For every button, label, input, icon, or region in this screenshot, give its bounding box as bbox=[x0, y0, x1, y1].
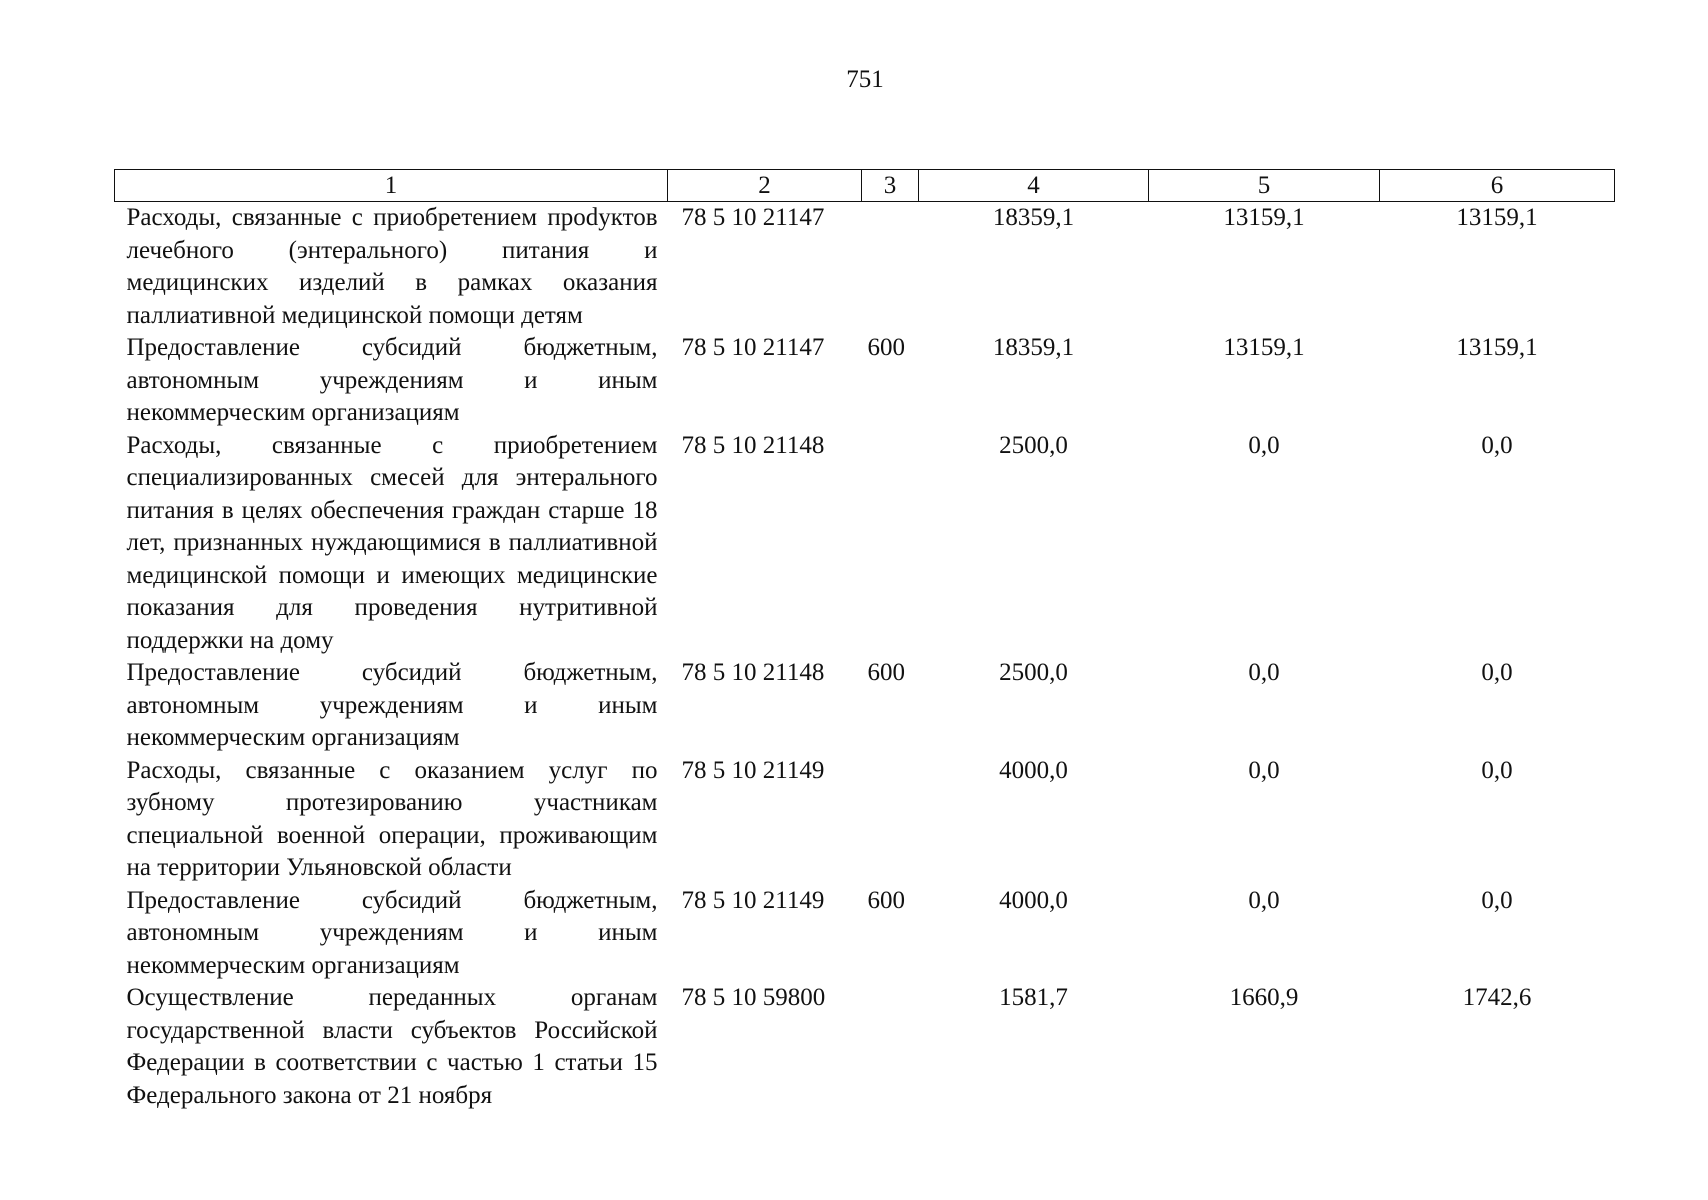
table-header-row bbox=[115, 170, 1615, 202]
row-code: 78 5 10 21149 bbox=[681, 886, 825, 914]
row-vr bbox=[862, 982, 919, 1116]
header-col-4: 4 bbox=[919, 170, 1149, 202]
row-value-4: 4000,0 bbox=[999, 756, 1068, 784]
row-name: Осуществление переданных органам государственной власти субъектов Российской Федерации в соответствии с частью 1 статьи 15 Федерального закона от 21 ноября bbox=[126, 984, 658, 1109]
row-name: Предоставление субсидий бюджетным, автономным учреждениям и иным некоммерческим организациям bbox=[126, 886, 658, 979]
row-value-5: 0,0 bbox=[1248, 431, 1280, 459]
row-vr: 600 bbox=[867, 886, 905, 914]
table-row bbox=[115, 885, 1615, 983]
header-col-2: 2 bbox=[668, 170, 862, 202]
row-value-6: 0,0 bbox=[1481, 756, 1513, 784]
table-row bbox=[115, 332, 1615, 430]
row-code: 78 5 10 21148 bbox=[681, 659, 825, 686]
row-value-5: 0,0 bbox=[1248, 886, 1280, 914]
table-row bbox=[115, 430, 1615, 658]
row-value-6: 13159,1 bbox=[1456, 204, 1538, 231]
row-value-4: 18359,1 bbox=[992, 204, 1075, 231]
row-name: Расходы, связанные с приобретением специализированных смесей для энтерального питания в целях обеспечения граждан старше 18 лет, признанных нуждающимися в паллиативной медицинской помощи и имеющих медицинские показания для проведения нутритивной поддержки на дому bbox=[126, 431, 658, 654]
header-col-5: 5 bbox=[1149, 170, 1380, 202]
row-value-4: 1581,7 bbox=[999, 984, 1068, 1011]
header-col-1: 1 bbox=[115, 170, 668, 202]
row-value-5: 13159,1 bbox=[1223, 334, 1305, 361]
row-value-4: 2500,0 bbox=[999, 431, 1068, 459]
page-number: 751 bbox=[846, 66, 884, 93]
table-row bbox=[115, 755, 1615, 885]
row-code: 78 5 10 59800 bbox=[681, 984, 826, 1011]
row-code: 78 5 10 21149 bbox=[681, 756, 825, 784]
row-name: Расходы, связанные с оказанием услуг по зубному протезированию участникам специальной военной операции, проживающим на территории Ульяновской области bbox=[126, 756, 658, 881]
row-vr bbox=[862, 430, 919, 658]
row-name: Предоставление субсидий бюджетным, автономным учреждениям и иным некоммерческим организациям bbox=[126, 334, 658, 426]
row-code: 78 5 10 21147 bbox=[681, 334, 825, 361]
header-col-3: 3 bbox=[862, 170, 919, 202]
table-row bbox=[115, 982, 1615, 1116]
row-value-6: 1742,6 bbox=[1462, 984, 1532, 1011]
row-name: Расходы, связанные с приобретением проdуктов лечебного (энтерального) питания и медицинских изделий в рамках оказания паллиативной медицинской помощи детям bbox=[126, 204, 658, 329]
row-vr: 600 bbox=[867, 659, 905, 686]
row-value-4: 18359,1 bbox=[992, 334, 1075, 361]
header-col-6: 6 bbox=[1380, 170, 1615, 202]
row-vr bbox=[862, 202, 919, 333]
row-value-5: 1660,9 bbox=[1229, 984, 1299, 1011]
row-value-5: 0,0 bbox=[1248, 659, 1280, 686]
row-name: Предоставление субсидий бюджетным, автономным учреждениям и иным некоммерческим организациям bbox=[126, 659, 658, 751]
row-value-5: 13159,1 bbox=[1223, 204, 1305, 231]
row-vr: 600 bbox=[867, 334, 905, 361]
budget-table bbox=[114, 169, 1615, 1116]
row-value-6: 0,0 bbox=[1481, 431, 1513, 459]
row-value-6: 0,0 bbox=[1481, 659, 1513, 686]
row-code: 78 5 10 21147 bbox=[681, 204, 825, 231]
row-value-6: 13159,1 bbox=[1456, 334, 1538, 361]
table-row bbox=[115, 657, 1615, 755]
row-code: 78 5 10 21148 bbox=[681, 431, 825, 459]
table-row bbox=[115, 202, 1615, 333]
row-vr bbox=[862, 755, 919, 885]
row-value-4: 4000,0 bbox=[999, 886, 1068, 914]
row-value-4: 2500,0 bbox=[999, 659, 1068, 686]
row-value-6: 0,0 bbox=[1481, 886, 1513, 914]
row-value-5: 0,0 bbox=[1248, 756, 1280, 784]
